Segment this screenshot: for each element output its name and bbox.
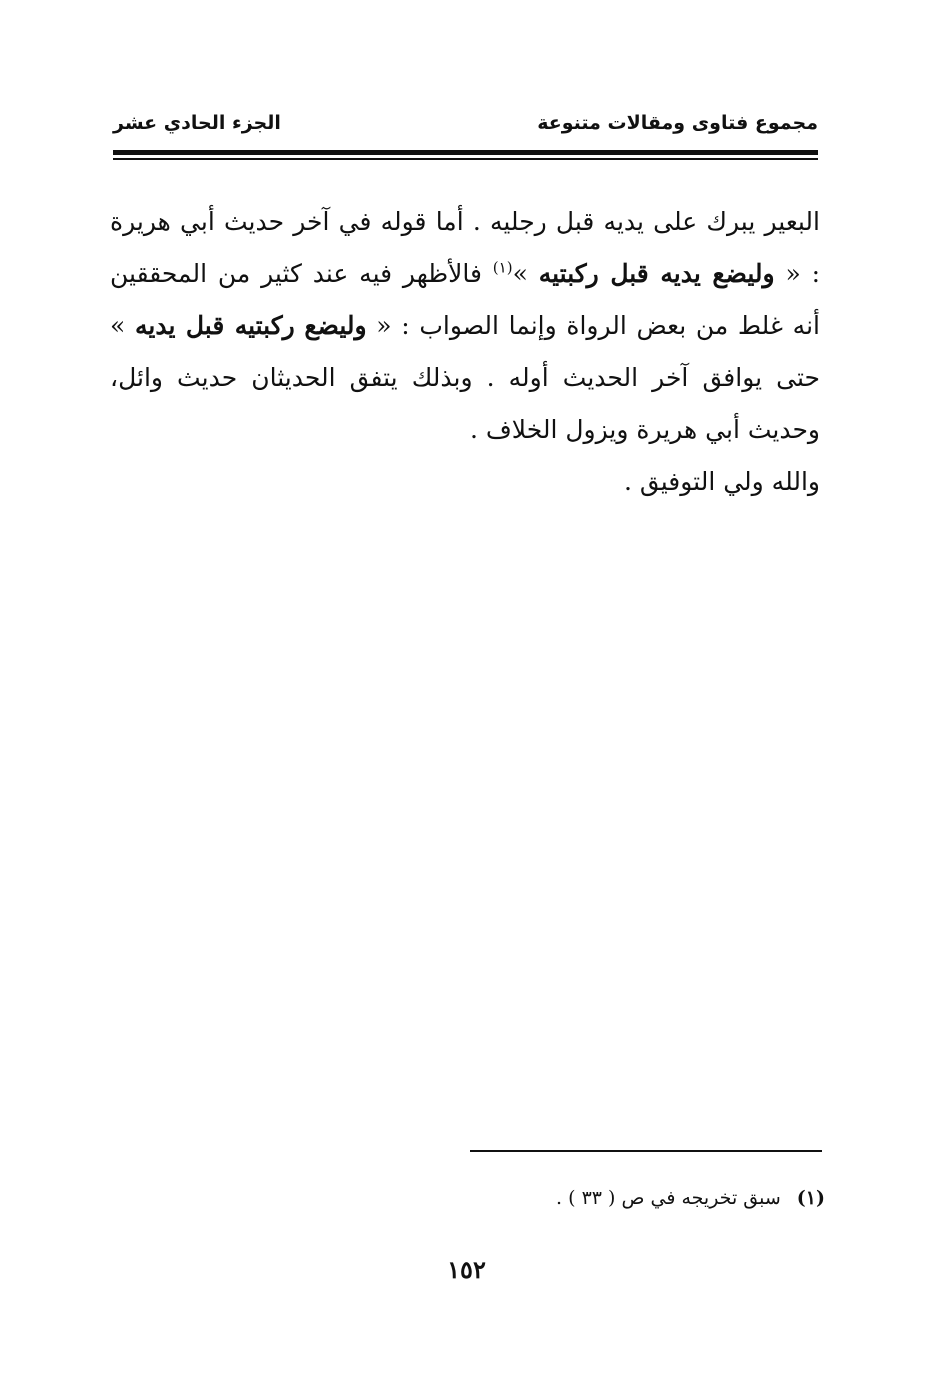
text-line-2a: هريرة : « <box>110 207 820 288</box>
paragraph <box>110 196 820 456</box>
footnote-separator <box>470 1150 822 1152</box>
text-line-3a: المحققين أنه غلط من بعض الرواة وإنما الصواب : « <box>110 259 820 340</box>
hadith-quote-1: وليضع يديه قبل ركبتيه <box>538 259 775 288</box>
page-number: ١٥٢ <box>447 1255 486 1284</box>
text-line-1: البعير يبرك على يديه قبل رجليه . أما قوله في آخر حديث أبي <box>180 207 821 236</box>
footnote-marker: (١) <box>796 1187 825 1209</box>
running-header <box>113 112 818 148</box>
footnote-reference: (١) <box>492 258 513 277</box>
body-text <box>110 196 820 508</box>
header-rule-thick <box>113 150 818 155</box>
text-line-2b: » <box>512 259 539 288</box>
text-line-4a: » حتى يوافق آخر الحديث أوله . وبذلك يتفق <box>110 311 820 392</box>
volume-label: الجزء الحادي عشر <box>113 112 281 134</box>
hadith-quote-2b: ركبتيه قبل يديه <box>134 311 295 340</box>
text-line-2c: فالأظهر فيه عند كثير من <box>217 259 493 288</box>
footnote <box>556 1187 825 1209</box>
closing-line <box>110 456 820 508</box>
text-line-6: والله ولي التوفيق . <box>624 467 820 496</box>
footnote-text: سبق تخريجه في ص ( ٣٣ ) . <box>556 1187 781 1209</box>
text-line-5: الحديثان حديث وائل، وحديث أبي هريرة ويزول الخلاف . <box>110 363 820 444</box>
book-title: مجموع فتاوى ومقالات متنوعة <box>537 112 818 134</box>
hadith-quote-2a: وليضع <box>304 311 367 340</box>
header-rule-thin <box>113 158 818 160</box>
